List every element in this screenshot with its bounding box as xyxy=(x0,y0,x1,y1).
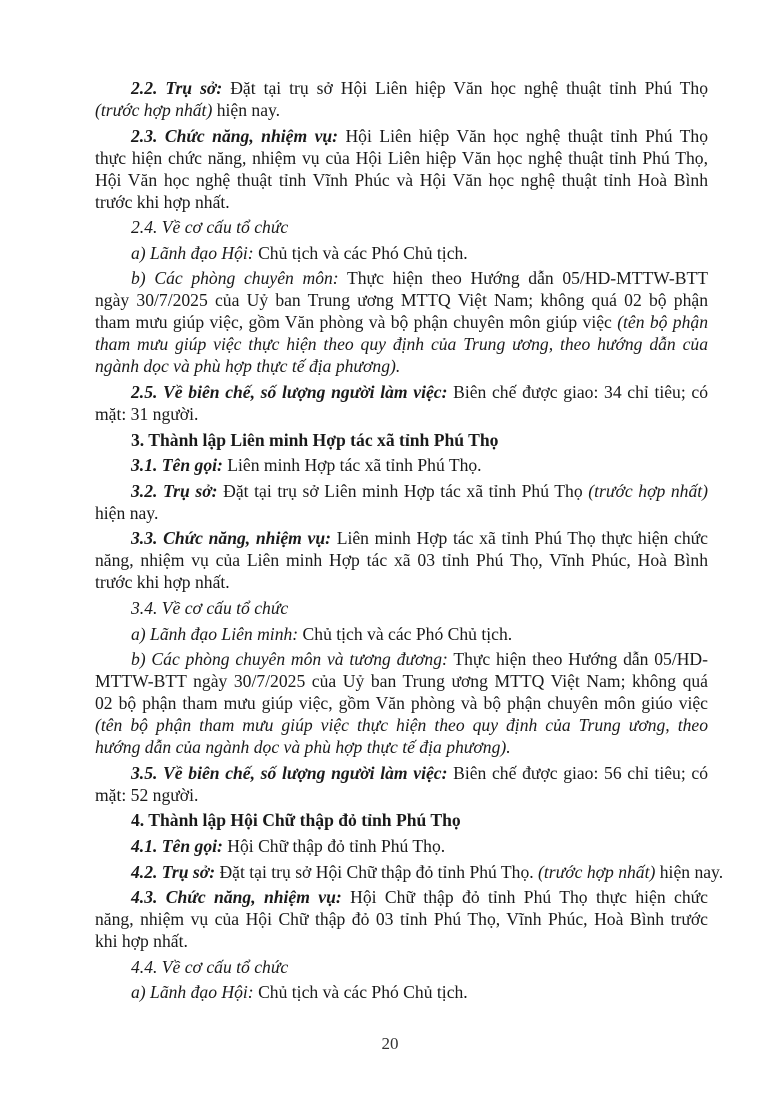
paragraph-4 xyxy=(95,809,708,831)
emphasis-run: hướng dẫn của ngành dọc và phù hợp thực tế địa phương). xyxy=(95,737,511,758)
text-line xyxy=(95,809,708,831)
paragraph-3-4 xyxy=(95,597,708,619)
emphasis-run: 3. Thành lập Liên minh Hợp tác xã tỉnh Phú Thọ xyxy=(131,429,499,450)
paragraph-4-2 xyxy=(95,861,724,883)
text-line xyxy=(95,597,708,619)
text-line xyxy=(95,311,708,333)
paragraph-3-2 xyxy=(95,480,708,524)
emphasis-run: a) Lãnh đạo Liên minh: xyxy=(131,623,299,644)
emphasis-run: (trước hợp nhất) xyxy=(588,480,709,501)
text-run: Chủ tịch và các Phó Chủ tịch. xyxy=(253,982,468,1003)
text-line xyxy=(95,835,708,857)
text-line xyxy=(95,736,708,758)
emphasis-run: (tên bộ phận tham mưu giúp việc thực hiện theo quy định của Trung ương, theo xyxy=(95,715,708,736)
emphasis-run: b) Các phòng chuyên môn: xyxy=(131,268,339,289)
text-run: Biên chế được giao: 34 chỉ tiêu; có xyxy=(447,381,708,402)
text-line xyxy=(95,429,708,451)
text-run: Hội Chữ thập đỏ tỉnh Phú Thọ thực hiện chức xyxy=(341,887,708,908)
paragraph-4-4a xyxy=(95,981,708,1003)
text-run: Thực hiện theo Hướng dẫn 05/HD- xyxy=(447,649,708,670)
emphasis-run: 4.1. Tên gọi: xyxy=(131,835,223,856)
text-line xyxy=(95,289,708,311)
text-line xyxy=(95,191,708,213)
text-line xyxy=(95,333,708,355)
text-run: trước khi hợp nhất. xyxy=(95,191,230,212)
text-run: Liên minh Hợp tác xã tỉnh Phú Thọ thực hiện chức xyxy=(331,528,708,549)
text-line xyxy=(95,77,708,99)
text-run: mặt: 31 người. xyxy=(95,403,199,424)
emphasis-run: (trước hợp nhất) xyxy=(538,861,656,882)
text-line xyxy=(95,242,708,264)
text-line xyxy=(95,670,708,692)
paragraph-2-2 xyxy=(95,77,708,121)
text-line xyxy=(95,454,708,476)
paragraph-3-1 xyxy=(95,454,708,476)
text-line xyxy=(95,623,708,645)
text-run: MTTW-BTT ngày 30/7/2025 của Uỷ ban Trung ương MTTQ Việt Nam; không quá xyxy=(95,671,708,692)
text-line xyxy=(95,981,708,1003)
paragraph-2-3 xyxy=(95,125,708,213)
emphasis-run: 2.2. Trụ sở: xyxy=(131,78,223,98)
emphasis-run: 3.4. Về cơ cấu tổ chức xyxy=(131,597,289,618)
paragraph-4-3 xyxy=(95,886,708,952)
text-run: hiện nay. xyxy=(655,861,724,882)
text-run: Hội Liên hiệp Văn học nghệ thuật tỉnh Phú Thọ xyxy=(338,125,708,146)
text-run: năng, nhiệm vụ của Hội Chữ thập đỏ 03 tỉnh Phú Thọ, Vĩnh Phúc, Hoà Bình trước xyxy=(95,909,708,930)
text-line xyxy=(95,648,708,670)
emphasis-run: 3.1. Tên gọi: xyxy=(131,455,223,476)
text-line xyxy=(95,886,708,908)
paragraph-4-4 xyxy=(95,956,708,978)
paragraph-3 xyxy=(95,429,708,451)
text-line xyxy=(95,549,708,571)
paragraph-4-1 xyxy=(95,835,708,857)
paragraph-3-4a xyxy=(95,623,708,645)
text-line xyxy=(95,784,708,806)
text-run: Chủ tịch và các Phó Chủ tịch. xyxy=(298,623,513,644)
text-run: ngày 30/7/2025 của Uỷ ban Trung ương MTTQ Việt Nam; không quá 02 bộ phận xyxy=(95,290,708,311)
emphasis-run: 4. Thành lập Hội Chữ thập đỏ tỉnh Phú Thọ xyxy=(131,810,461,831)
text-run: Đặt tại trụ sở Hội Liên hiệp Văn học nghệ thuật tỉnh Phú Thọ xyxy=(222,78,709,98)
text-line xyxy=(95,99,708,121)
text-run: Liên minh Hợp tác xã tỉnh Phú Thọ. xyxy=(222,455,482,476)
text-run: hiện nay. xyxy=(95,502,159,523)
text-line xyxy=(95,147,708,169)
emphasis-run: 2.3. Chức năng, nhiệm vụ: xyxy=(131,125,339,146)
emphasis-run: 3.3. Chức năng, nhiệm vụ: xyxy=(131,528,331,549)
text-line xyxy=(95,169,708,191)
text-line xyxy=(95,403,708,425)
page-number: 20 xyxy=(381,1034,399,1053)
emphasis-run: a) Lãnh đạo Hội: xyxy=(131,982,254,1003)
emphasis-run: (tên bộ phận xyxy=(617,312,708,333)
text-line xyxy=(95,714,708,736)
text-line xyxy=(95,381,708,403)
text-line xyxy=(95,762,708,784)
text-line xyxy=(95,571,708,593)
text-run: trước khi hợp nhất. xyxy=(95,572,230,593)
emphasis-run: 4.3. Chức năng, nhiệm vụ: xyxy=(131,887,342,908)
paragraph-3-4b xyxy=(95,648,708,758)
text-run: Thực hiện theo Hướng dẫn 05/HD-MTTW-BTT xyxy=(338,268,708,289)
text-line xyxy=(95,527,708,549)
text-line xyxy=(95,216,708,238)
emphasis-run: tham mưu giúp việc thực hiện theo quy định của Trung ương, theo hướng dẫn của xyxy=(95,334,708,355)
text-run: mặt: 52 người. xyxy=(95,784,199,805)
text-line xyxy=(95,861,724,883)
emphasis-run: 3.5. Về biên chế, số lượng người làm việc: xyxy=(131,762,448,783)
emphasis-run: 2.4. Về cơ cấu tổ chức xyxy=(131,217,289,238)
text-run: tham mưu giúp việc, gồm Văn phòng và bộ phận chuyên môn giúp việc xyxy=(95,312,618,333)
text-run: Hội Văn học nghệ thuật tỉnh Vĩnh Phúc và Hội Văn học nghệ thuật tỉnh Hoà Bình xyxy=(95,169,708,190)
emphasis-run: b) Các phòng chuyên môn và tương đương: xyxy=(131,649,448,670)
text-line xyxy=(95,502,708,524)
text-line xyxy=(95,355,708,377)
emphasis-run: ngành dọc và phù hợp thực tế địa phương). xyxy=(95,356,401,377)
text-run: Chủ tịch và các Phó Chủ tịch. xyxy=(253,242,468,263)
text-line xyxy=(95,125,708,147)
paragraph-2-4 xyxy=(95,216,708,238)
text-run: hiện nay. xyxy=(212,100,281,120)
emphasis-run: 3.2. Trụ sở: xyxy=(131,480,218,501)
text-run: Đặt tại trụ sở Hội Chữ thập đỏ tỉnh Phú Thọ. xyxy=(215,861,539,882)
emphasis-run: 4.2. Trụ sở: xyxy=(131,861,216,882)
text-run: Hội Chữ thập đỏ tỉnh Phú Thọ. xyxy=(222,835,446,856)
emphasis-run: 4.4. Về cơ cấu tổ chức xyxy=(131,956,289,977)
text-run: 02 bộ phận tham mưu giúp việc, gồm Văn phòng và bộ phận chuyên môn giúo việc xyxy=(95,693,708,714)
text-run: Đặt tại trụ sở Liên minh Hợp tác xã tỉnh Phú Thọ xyxy=(217,480,589,501)
emphasis-run: 2.5. Về biên chế, số lượng người làm việc: xyxy=(131,381,448,402)
text-line xyxy=(95,692,708,714)
text-line xyxy=(95,908,708,930)
text-line xyxy=(95,480,708,502)
document-body xyxy=(95,77,724,1007)
text-line xyxy=(95,267,708,289)
paragraph-2-5 xyxy=(95,381,708,425)
paragraph-3-5 xyxy=(95,762,708,806)
paragraph-3-3 xyxy=(95,527,708,593)
paragraph-2-4a xyxy=(95,242,708,264)
text-run: năng, nhiệm vụ của Liên minh Hợp tác xã 03 tỉnh Phú Thọ, Vĩnh Phúc, Hoà Bình xyxy=(95,550,708,571)
text-run: thực hiện chức năng, nhiệm vụ của Hội Liên hiệp Văn học nghệ thuật tỉnh Phú Thọ, xyxy=(95,147,708,168)
emphasis-run: a) Lãnh đạo Hội: xyxy=(131,242,254,263)
text-run: khi hợp nhất. xyxy=(95,931,188,952)
text-line xyxy=(95,930,708,952)
text-line xyxy=(95,956,708,978)
emphasis-run: (trước hợp nhất) xyxy=(95,100,213,120)
paragraph-2-4b xyxy=(95,267,708,377)
text-run: Biên chế được giao: 56 chỉ tiêu; có xyxy=(447,762,708,783)
